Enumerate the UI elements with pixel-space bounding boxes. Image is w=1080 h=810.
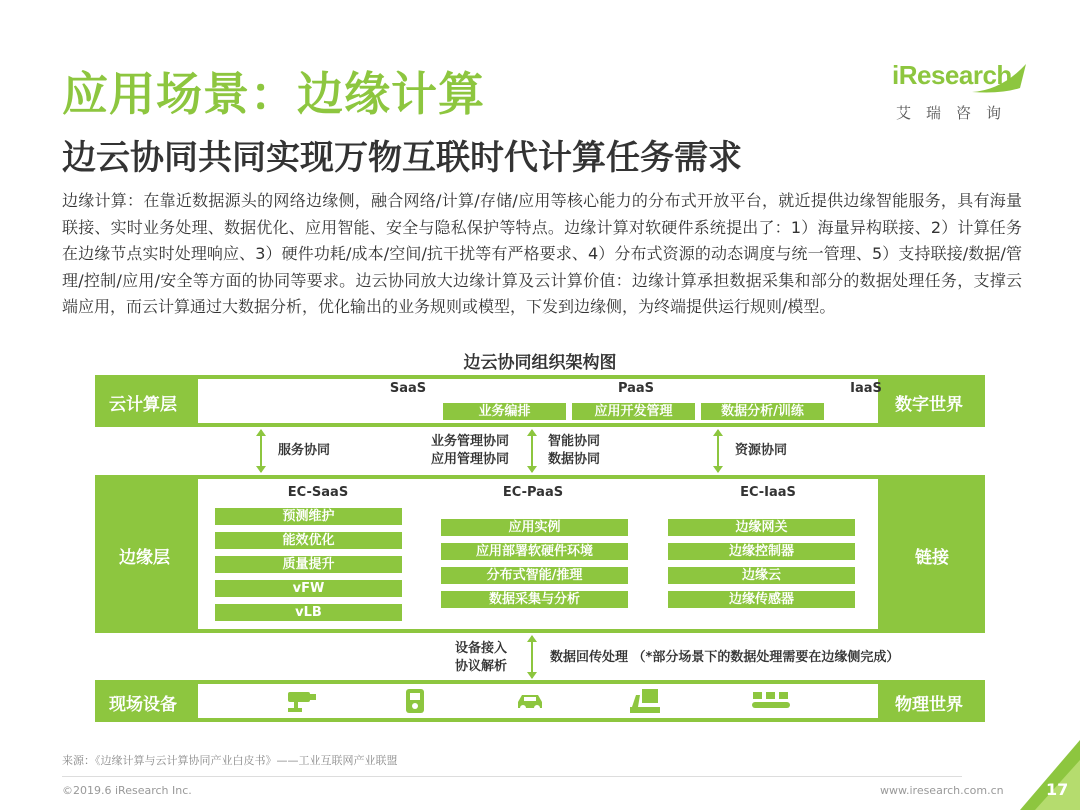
paas-header: PaaS — [617, 381, 655, 396]
intelligence-sync-label: 智能协同 — [548, 434, 601, 449]
iaas-item-edge-gateway: 边缘网关 — [668, 519, 855, 536]
edge-layer-label: 边缘层 — [119, 548, 170, 568]
edge-layer-band — [95, 475, 985, 633]
saas-item-quality: 质量提升 — [215, 556, 402, 573]
digital-world-label: 数字世界 — [895, 395, 963, 415]
saas-item-vfw: vFW — [215, 580, 402, 597]
data-return-label: 数据回传处理 （*部分场景下的数据处理需要在边缘侧完成） — [550, 650, 900, 665]
iaas-item-edge-controller: 边缘控制器 — [668, 543, 855, 560]
meter-icon — [403, 687, 429, 715]
production-line-icon — [751, 690, 791, 712]
paas-item-app-instance: 应用实例 — [441, 519, 628, 536]
saas-item-predictive-maintenance: 预测维护 — [215, 508, 402, 525]
cloud-pill-data-analysis: 数据分析/训练 — [701, 403, 824, 420]
copyright: ©2019.6 iResearch Inc. — [62, 784, 192, 797]
website-link[interactable]: www.iresearch.com.cn — [880, 784, 1004, 797]
cloud-layer-label: 云计算层 — [109, 395, 177, 415]
ec-paas-header: EC-PaaS — [502, 485, 564, 500]
iaas-item-edge-cloud: 边缘云 — [668, 567, 855, 584]
devices-band — [95, 680, 985, 722]
page-subtitle: 边云协同共同实现万物互联时代计算任务需求 — [62, 138, 742, 178]
description-paragraph: 边缘计算：在靠近数据源头的网络边缘侧，融合网络/计算/存储/应用等核心能力的分布式开放平台，就近提供边缘智能服务，具有海量联接、实时业务处理、数据优化、应用智能、安全与隐私保护等特点。边缘计算对软硬件系统提出了：1）海量异构联接、2）计算任务在边缘节点实时处理响应、3）硬件功耗/成本/空间/抗干扰等有严格要求、4）分布式资源的动态调度与统一管理、5）支持联接/数据/管理/控制/应用/安全等方面的协同等要求。边云协同放大边缘计算及云计算价值：边缘计算承担数据采集和部分的数据处理任务，支撑云端应用，而云计算通过大数据分析，优化输出的业务规则或模型，下发到边缘侧，为终端提供运行规则/模型。 — [62, 191, 1022, 316]
service-sync-arrow — [255, 428, 267, 474]
paas-item-distributed-ai: 分布式智能/推理 — [441, 567, 628, 584]
device-access-label: 设备接入 — [455, 641, 508, 656]
devices-inner — [198, 684, 878, 718]
mid-sync-arrow — [526, 428, 538, 474]
logo-text: iResearch — [892, 60, 1012, 90]
service-sync-label: 服务协同 — [278, 443, 331, 458]
saas-item-vlb: vLB — [215, 604, 402, 621]
source-note: 来源：《边缘计算与云计算协同产业白皮书》——工业互联网产业联盟 — [62, 754, 398, 767]
paas-item-data-collection: 数据采集与分析 — [441, 591, 628, 608]
business-mgmt-sync-label: 业务管理协同 — [431, 434, 510, 449]
page-title: 应用场景：边缘计算 — [62, 67, 485, 121]
protocol-parsing-label: 协议解析 — [455, 659, 508, 674]
car-icon — [515, 690, 545, 712]
saas-item-energy-efficiency: 能效优化 — [215, 532, 402, 549]
paas-item-deploy-env: 应用部署软硬件环境 — [441, 543, 628, 560]
data-sync-label: 数据协同 — [548, 452, 601, 467]
ec-saas-header: EC-SaaS — [287, 485, 349, 500]
app-mgmt-sync-label: 应用管理协同 — [431, 452, 510, 467]
link-label: 链接 — [915, 548, 949, 568]
saas-header: SaaS — [389, 381, 427, 396]
corner-decoration — [1020, 740, 1080, 810]
footer-divider — [62, 776, 962, 777]
camera-icon — [286, 688, 318, 714]
page-number: 17 — [1046, 780, 1069, 799]
cloud-layer-band — [95, 375, 985, 427]
logo-cn-text: 艾瑞咨询 — [896, 104, 1017, 122]
physical-world-label: 物理世界 — [895, 695, 963, 715]
device-sync-arrow — [526, 634, 538, 680]
iaas-header: IaaS — [850, 381, 882, 396]
edge-layer-inner — [198, 479, 878, 629]
resource-sync-arrow — [712, 428, 724, 474]
robot-icon — [628, 687, 662, 715]
cloud-layer-inner — [198, 379, 882, 423]
ec-iaas-header: EC-IaaS — [740, 485, 796, 500]
cloud-pill-app-dev: 应用开发管理 — [572, 403, 695, 420]
diagram-title: 边云协同组织架构图 — [463, 353, 617, 373]
field-devices-label: 现场设备 — [109, 695, 177, 715]
resource-sync-label: 资源协同 — [735, 443, 788, 458]
cloud-pill-orchestration: 业务编排 — [443, 403, 566, 420]
iaas-item-edge-sensor: 边缘传感器 — [668, 591, 855, 608]
iresearch-logo — [892, 60, 1032, 130]
